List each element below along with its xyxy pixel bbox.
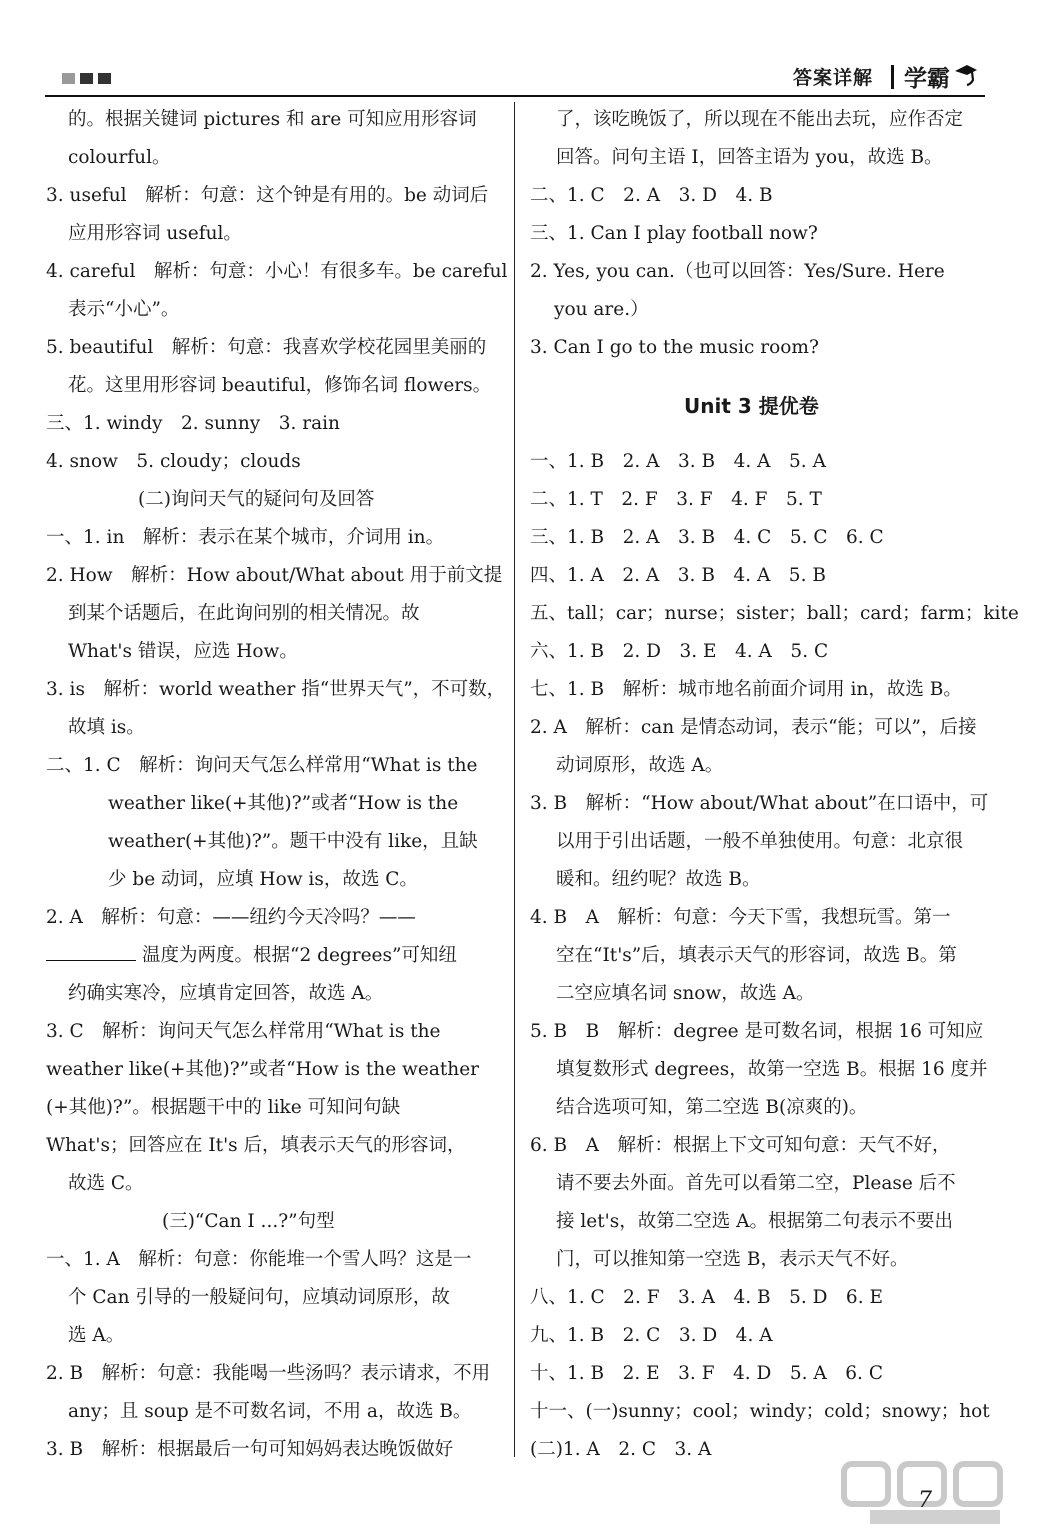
left-column-line: 3. is 解析：world weather 指“世界天气”，不可数， xyxy=(46,679,506,700)
right-column-line: 请不要去外面。首先可以看第二空，Please 后不 xyxy=(556,1173,956,1194)
right-column-line: 八、1. C 2. F 3. A 4. B 5. D 6. E xyxy=(530,1287,883,1308)
right-column-line: 十一、(一)sunny；cool；windy；cold；snowy；hot xyxy=(530,1401,990,1422)
right-column-line: 十、1. B 2. E 3. F 4. D 5. A 6. C xyxy=(530,1363,883,1384)
right-column-line: 了，该吃晚饭了，所以现在不能出去玩，应作否定 xyxy=(556,109,964,130)
left-column-line: 2. How 解析：How about/What about 用于前文提 xyxy=(46,565,503,586)
left-column-line: weather like(+其他)?”或者“How is the weather xyxy=(46,1059,480,1080)
left-column-line: 2. A 解析：句意：——纽约今天冷吗？—— xyxy=(46,907,416,928)
left-column-line: 故填 is。 xyxy=(68,717,145,738)
right-column-line: 4. B A 解析：句意：今天下雪，我想玩雪。第一 xyxy=(530,907,951,928)
column-divider xyxy=(514,102,515,1457)
right-column-line: 二、1. T 2. F 3. F 4. F 5. T xyxy=(530,489,822,510)
header-separator xyxy=(891,65,894,89)
left-column-line: 3. B 解析：根据最后一句可知妈妈表达晚饭做好 xyxy=(46,1439,454,1460)
brand-logo: 学霸 xyxy=(904,66,950,92)
header-label: 答案详解 xyxy=(792,67,873,89)
left-column-line: any；且 soup 是不可数名词，不用 a，故选 B。 xyxy=(68,1401,472,1422)
left-column-line: What's；回答应在 It's 后，填表示天气的形容词， xyxy=(46,1135,466,1156)
right-column-line: 填复数形式 degrees，故第一空选 B。根据 16 度并 xyxy=(556,1059,988,1080)
left-column-line: 4. snow 5. cloudy；clouds xyxy=(46,451,301,472)
left-column-line: 的。根据关键词 pictures 和 are 可知应用形容词 xyxy=(68,109,477,130)
right-column-line: 空在“It's”后，填表示天气的形容词，故选 B。第 xyxy=(556,945,957,966)
right-column-line: 七、1. B 解析：城市地名前面介词用 in，故选 B。 xyxy=(530,679,962,700)
left-column-line: 应用形容词 useful。 xyxy=(68,223,242,244)
left-column-line: 3. C 解析：询问天气怎么样常用“What is the xyxy=(46,1021,441,1042)
header-right xyxy=(793,60,979,93)
right-column-line: 回答。问句主语 I，回答主语为 you，故选 B。 xyxy=(556,147,943,168)
right-column-line: 三、1. B 2. A 3. B 4. C 5. C 6. C xyxy=(530,527,884,548)
left-column-line: 二、1. C 解析：询问天气怎么样常用“What is the xyxy=(46,755,478,776)
right-column-line: 三、1. Can I play football now? xyxy=(530,223,818,244)
left-column-line: 花。这里用形容词 beautiful，修饰名词 flowers。 xyxy=(68,375,492,396)
right-column-line: 2. A 解析：can 是情态动词，表示“能；可以”，后接 xyxy=(530,717,977,738)
left-column-line: weather(+其他)?”。题干中没有 like，且缺 xyxy=(108,831,478,852)
left-column-line: 一、1. A 解析：句意：你能堆一个雪人吗？这是一 xyxy=(46,1249,472,1270)
right-column-line: 以用于引出话题，一般不单独使用。句意：北京很 xyxy=(556,831,964,852)
section-heading: Unit 3 提优卷 xyxy=(684,394,819,418)
page-header xyxy=(0,0,1037,100)
right-column-line: 五、tall；car；nurse；sister；ball；card；farm；kite xyxy=(530,603,1019,624)
left-column-line: What's 错误，应选 How。 xyxy=(68,641,298,662)
right-column-line: 门，可以推知第一空选 B，表示天气不好。 xyxy=(556,1249,909,1270)
right-column-line: 接 let's，故第二空选 A。根据第二句表示不要出 xyxy=(556,1211,954,1232)
right-column-line: 2. Yes, you can.（也可以回答：Yes/Sure. Here xyxy=(530,261,945,282)
graduation-cap-icon xyxy=(953,62,979,92)
left-column-line: 三、1. windy 2. sunny 3. rain xyxy=(46,413,340,434)
left-column-line: (三)“Can I ...?”句型 xyxy=(162,1211,335,1232)
answer-blank xyxy=(46,944,136,961)
right-column-line: 结合选项可知，第二空选 B(凉爽的)。 xyxy=(556,1097,868,1118)
right-column-line: 暖和。纽约呢？故选 B。 xyxy=(556,869,761,890)
page-number: 7 xyxy=(918,1488,932,1513)
right-column-line: 动词原形，故选 A。 xyxy=(556,755,724,776)
right-column-line: 六、1. B 2. D 3. E 4. A 5. C xyxy=(530,641,829,662)
right-column-line: 6. B A 解析：根据上下文可知句意：天气不好， xyxy=(530,1135,951,1156)
line-text: 温度为两度。根据“2 degrees”可知纽 xyxy=(142,945,457,966)
left-column-line: 一、1. in 解析：表示在某个城市，介词用 in。 xyxy=(46,527,445,548)
right-column-line: (二)1. A 2. C 3. A xyxy=(530,1439,712,1460)
right-column-line: 二空应填名词 snow，故选 A。 xyxy=(556,983,815,1004)
left-column-line: 5. beautiful 解析：句意：我喜欢学校花园里美丽的 xyxy=(46,337,487,358)
left-column-line: colourful。 xyxy=(68,147,171,168)
left-column-line: 选 A。 xyxy=(68,1325,125,1346)
left-column-line: 4. careful 解析：句意：小心！有很多车。be careful xyxy=(46,261,508,282)
header-rule xyxy=(45,95,985,97)
left-column-line: 到某个话题后，在此询问别的相关情况。故 xyxy=(68,603,420,624)
left-column-line: (二)询问天气的疑问句及回答 xyxy=(138,489,375,510)
right-column-line: 3. Can I go to the music room? xyxy=(530,337,819,358)
right-column-line: 5. B B 解析：degree 是可数名词，根据 16 可知应 xyxy=(530,1021,984,1042)
left-column-line xyxy=(46,944,457,968)
right-column-line: 二、1. C 2. A 3. D 4. B xyxy=(530,185,773,206)
left-column-line: 2. B 解析：句意：我能喝一些汤吗？表示请求，不用 xyxy=(46,1363,491,1384)
right-column-line: 四、1. A 2. A 3. B 4. A 5. B xyxy=(530,565,826,586)
right-column-line: 九、1. B 2. C 3. D 4. A xyxy=(530,1325,773,1346)
left-column-line: 3. useful 解析：句意：这个钟是有用的。be 动词后 xyxy=(46,185,489,206)
left-column-line: (+其他)?”。根据题干中的 like 可知问句缺 xyxy=(46,1097,401,1118)
left-column-line: 个 Can 引导的一般疑问句，应填动词原形，故 xyxy=(68,1287,450,1308)
right-column-line: 一、1. B 2. A 3. B 4. A 5. A xyxy=(530,451,826,472)
right-column-line: you are.） xyxy=(554,299,649,320)
left-column-line: 表示“小心”。 xyxy=(68,299,180,320)
left-column-line: weather like(+其他)?”或者“How is the xyxy=(108,793,459,814)
left-column-line: 少 be 动词，应填 How is，故选 C。 xyxy=(108,869,418,890)
left-column-line: 故选 C。 xyxy=(68,1173,144,1194)
right-column-line: 3. B 解析：“How about/What about”在口语中，可 xyxy=(530,793,989,814)
left-column-line: 约确实寒冷，应填肯定回答，故选 A。 xyxy=(68,983,384,1004)
header-squares xyxy=(62,73,111,84)
